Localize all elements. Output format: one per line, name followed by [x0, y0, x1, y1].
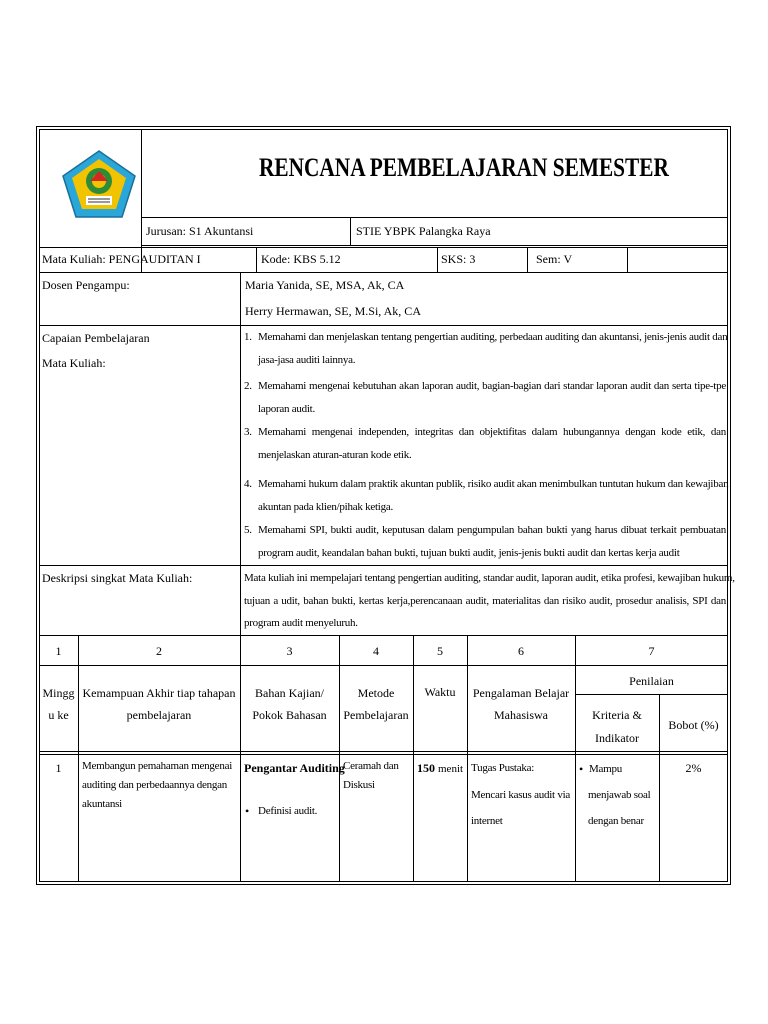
row-pengalaman-line: Mencari kasus audit via: [471, 789, 571, 801]
kode-text: Kode: KBS 5.12: [261, 252, 341, 266]
jurusan-text: Jurusan: S1 Akuntansi: [146, 224, 254, 238]
capaian-label: Capaian Pembelajaran: [42, 331, 150, 345]
page-title: RENCANA PEMBELAJARAN SEMESTER: [259, 153, 669, 182]
capaian-label: Mata Kuliah:: [42, 356, 106, 370]
rule: [575, 694, 728, 695]
header-bobot: Bobot (%): [668, 718, 719, 732]
col-number: 3: [286, 644, 293, 658]
capaian-num: 2.: [244, 380, 252, 392]
row-metode-line: Diskusi: [343, 779, 375, 791]
header-bahan: Bahan Kajian/: [255, 686, 324, 700]
col-number: 7: [648, 644, 655, 658]
capaian-line: Memahami mengenai kebutuhan akan laporan audit, bagian-bagian dari standar laporan audit dan serta tipe-tpe: [258, 380, 726, 392]
rule: [78, 635, 79, 882]
header-metode: Pembelajaran: [343, 708, 409, 722]
rule: [141, 245, 728, 246]
col-number: 2: [156, 644, 162, 658]
row-waktu-num: 150: [417, 761, 435, 775]
rule: [437, 247, 438, 272]
rule: [39, 754, 728, 755]
dosen-name: Maria Yanida, SE, MSA, Ak, CA: [245, 278, 405, 292]
header-kriteria: Indikator: [595, 731, 639, 745]
deskripsi-line: tujuan a udit, bahan bukti, kertas kerja,perencanaan audit, materialitas dan risiko audit, prosedur analisis, SPI dan: [244, 595, 726, 607]
capaian-num: 4.: [244, 478, 252, 490]
deskripsi-label: Deskripsi singkat Mata Kuliah:: [42, 571, 193, 585]
capaian-line: Memahami mengenai independen, integritas dan objektifitas dalam hubungannya dengan kode etik, dan: [258, 426, 726, 438]
row-pengalaman-line: internet: [471, 815, 503, 827]
capaian-num: 3.: [244, 426, 252, 438]
capaian-line: akuntan pada klien/pihak ketiga.: [258, 501, 393, 513]
institution-text: STIE YBPK Palangka Raya: [356, 224, 491, 238]
rule: [39, 247, 728, 248]
col-number: 4: [373, 644, 379, 658]
deskripsi-line: Mata kuliah ini mempelajari tentang pengertian auditing, standar audit, laporan audit, etika profesi, kewajiban hukum,: [244, 572, 735, 584]
header-waktu: Waktu: [424, 685, 456, 699]
row-metode-line: Ceramah dan: [343, 760, 399, 772]
rule: [39, 751, 728, 752]
col-number: 5: [437, 644, 443, 658]
bullet-icon: •: [579, 762, 584, 776]
row-waktu: [417, 760, 463, 777]
stie-logo: [62, 150, 136, 218]
deskripsi-line: program audit menyeluruh.: [244, 617, 358, 629]
rule: [627, 247, 628, 272]
rule: [413, 635, 414, 882]
rule: [527, 247, 528, 272]
capaian-line: Memahami hukum dalam praktik akuntan publik, risiko audit akan menimbulkan tuntutan hukum dan kewajiban: [258, 478, 729, 490]
row-kriteria-line: dengan benar: [588, 815, 644, 827]
bullet-icon: •: [245, 804, 250, 818]
rule: [240, 272, 241, 635]
rule: [39, 272, 728, 273]
row-kriteria-line: menjawab soal: [588, 789, 651, 801]
header-minggu: Mingg: [42, 686, 75, 700]
header-kriteria: Kriteria &: [592, 708, 642, 722]
rule: [39, 565, 728, 566]
header-pengalaman: Pengalaman Belajar: [472, 686, 570, 700]
dosen-name: Herry Hermawan, SE, M.Si, Ak, CA: [245, 304, 421, 318]
capaian-line: laporan audit.: [258, 403, 315, 415]
capaian-num: 1.: [244, 331, 252, 343]
capaian-num: 5.: [244, 524, 252, 536]
rule: [350, 217, 351, 245]
row-pengalaman-line: Tugas Pustaka:: [471, 762, 535, 774]
rule: [39, 635, 728, 636]
rule: [467, 635, 468, 882]
header-kemampuan: Kemampuan Akhir tiap tahapan: [82, 686, 236, 700]
capaian-line: Memahami dan menjelaskan tentang pengertian auditing, perbedaan auditing dan akuntansi, jenis-jenis audit dan: [258, 331, 728, 343]
row-kemampuan-line: auditing dan perbedaannya dengan: [82, 779, 228, 791]
rule: [256, 247, 257, 272]
row-kriteria-line: Mampu: [589, 763, 622, 775]
row-bahan-bullet: Definisi audit.: [258, 805, 318, 817]
col-number: 1: [55, 644, 62, 658]
capaian-line: Memahami SPI, bukti audit, keputusan dalam pengumpulan bahan bukti yang harus dibuat terkait pembuatan: [258, 524, 726, 536]
header-pengalaman: Mahasiswa: [494, 708, 548, 722]
row-minggu: 1: [55, 761, 62, 775]
row-bobot: 2%: [685, 761, 702, 775]
col-number: 6: [518, 644, 524, 658]
capaian-line: program audit, keandalan bahan bukti, tujuan bukti audit, jenis-jenis bukti audit dan kertas kerja audit: [258, 547, 680, 559]
capaian-line: menjelaskan aturan-aturan kode etik.: [258, 449, 412, 461]
row-kemampuan-line: akuntansi: [82, 798, 122, 810]
row-waktu-unit: menit: [438, 763, 464, 775]
header-metode: Metode: [357, 686, 395, 700]
rule: [141, 217, 728, 218]
rule: [339, 635, 340, 882]
header-kemampuan: pembelajaran: [126, 708, 192, 722]
dosen-label: Dosen Pengampu:: [42, 278, 130, 292]
header-penilaian: Penilaian: [629, 674, 674, 688]
sem-text: Sem: V: [536, 252, 573, 266]
rule: [39, 665, 728, 666]
header-bahan: Pokok Bahasan: [252, 708, 327, 722]
capaian-line: jasa-jasa auditi lainnya.: [258, 354, 356, 366]
row-bahan-title: Pengantar Auditing: [244, 761, 345, 775]
mata-kuliah-text: Mata Kuliah: PENGAUDITAN I: [42, 252, 201, 266]
header-minggu: u ke: [48, 708, 69, 722]
rule: [240, 635, 241, 882]
sks-text: SKS: 3: [441, 252, 476, 266]
row-kemampuan-line: Membangun pemahaman mengenai: [82, 760, 233, 772]
